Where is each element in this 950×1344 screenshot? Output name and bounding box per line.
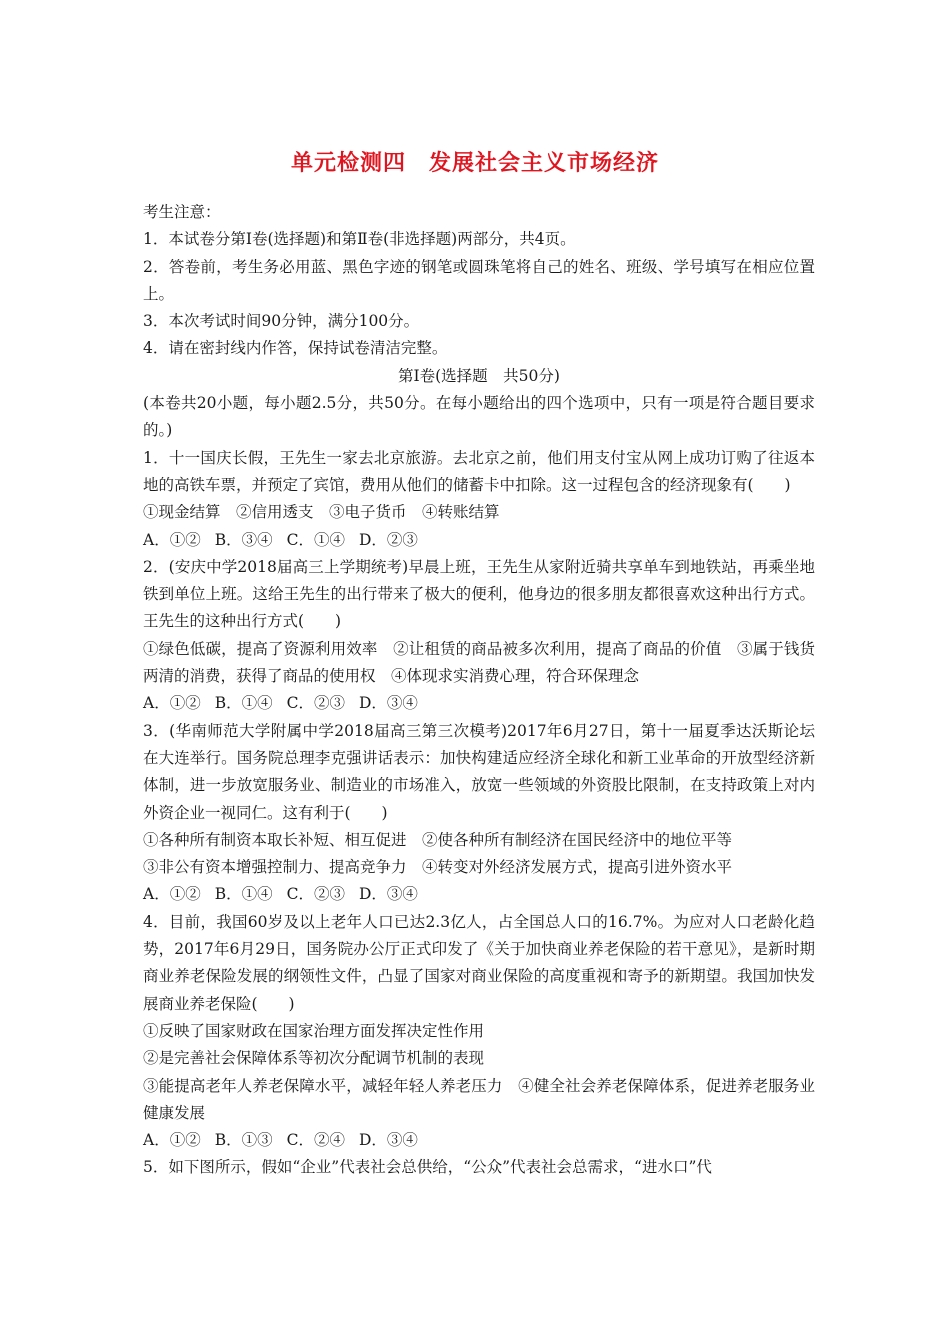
option-d[interactable]: D．③④ (358, 1131, 418, 1150)
notice-item: 4．请在密封线内作答，保持试卷清洁完整。 (143, 339, 448, 358)
option-d[interactable]: D．③④ (358, 885, 418, 904)
question-stem: 2．(安庆中学2018届高三上学期统考)早晨上班，王先生从家附近骑共享单车到地铁站，再乘坐地铁到单位上班。这给王先生的出行带来了极大的便利，他身边的很多朋友都很喜欢这种出行方式。王先生的这种出行方式( ) (143, 557, 815, 631)
option-c[interactable]: C．②③ (286, 694, 345, 713)
option-a[interactable]: A．①② (143, 1131, 201, 1150)
option-d[interactable]: D．③④ (358, 694, 418, 713)
question-statement: ②是完善社会保障体系等初次分配调节机制的表现 (143, 1049, 485, 1068)
question-statement: ①现金结算 ②信用透支 ③电子货币 ④转账结算 (143, 503, 500, 522)
question-statement: ③能提高老年人养老保障水平，减轻年轻人养老压力 ④健全社会养老保障体系，促进养老服务业健康发展 (143, 1076, 815, 1122)
option-c[interactable]: C．①④ (286, 530, 345, 549)
question-options (143, 1127, 815, 1154)
notice-heading: 考生注意： (143, 203, 221, 221)
question-options (143, 527, 815, 554)
section-instructions: (本卷共20小题，每小题2.5分，共50分。在每小题给出的四个选项中，只有一项是符合题目要求的。) (143, 394, 815, 440)
exam-content (143, 199, 815, 1182)
option-d[interactable]: D．②③ (358, 530, 418, 549)
question-statement: ①各种所有制资本取长补短、相互促进 ②使各种所有制经济在国民经济中的地位平等 (143, 830, 733, 849)
option-a[interactable]: A．①② (143, 694, 201, 713)
page-title: 单元检测四 发展社会主义市场经济 (290, 151, 659, 176)
notice-item: 3．本次考试时间90分钟，满分100分。 (143, 312, 420, 331)
notice-item: 2．答卷前，考生务必用蓝、黑色字迹的钢笔或圆珠笔将自己的姓名、班级、学号填写在相应位置上。 (143, 257, 815, 303)
option-a[interactable]: A．①② (143, 530, 201, 549)
option-c[interactable]: C．②③ (286, 885, 345, 904)
option-a[interactable]: A．①② (143, 885, 201, 904)
question-statement: ①绿色低碳，提高了资源利用效率 ②让租赁的商品被多次利用，提高了商品的价值 ③属于钱货两清的消费，获得了商品的使用权 ④体现求实消费心理，符合环保理念 (143, 639, 815, 686)
question-statement: ③非公有资本增强控制力、提高竞争力 ④转变对外经济发展方式，提高引进外资水平 (143, 858, 733, 877)
option-b[interactable]: B．①④ (214, 694, 273, 713)
option-b[interactable]: B．①④ (214, 885, 273, 904)
question-options (143, 690, 815, 717)
question-options (143, 881, 815, 908)
section-title: 第Ⅰ卷(选择题 共50分) (398, 366, 560, 385)
option-b[interactable]: B．③④ (214, 530, 273, 549)
question-stem: 4．目前，我国60岁及以上老年人口已达2.3亿人，占全国总人口的16.7%。为应对人口老龄化趋势，2017年6月29日，国务院办公厅正式印发了《关于加快商业养老保险的若干意见》，是新时期商业养老保险发展的纲领性文件，凸显了国家对商业保险的高度重视和寄予的新期望。我国加快发展商业养老保险( ) (143, 912, 815, 1013)
option-b[interactable]: B．①③ (214, 1131, 273, 1150)
question-stem: 1．十一国庆长假，王先生一家去北京旅游。去北京之前，他们用支付宝从网上成功订购了往返本地的高铁车票，并预定了宾馆，费用从他们的储蓄卡中扣除。这一过程包含的经济现象有( ) (143, 448, 815, 494)
question-stem: 3．(华南师范大学附属中学2018届高三第三次模考)2017年6月27日，第十一届夏季达沃斯论坛在大连举行。国务院总理李克强讲话表示：加快构建适应经济全球化和新工业革命的开放型经济新体制，进一步放宽服务业、制造业的市场准入，放宽一些领域的外资股比限制，在支持政策上对内外资企业一视同仁。这有利于( ) (143, 721, 815, 822)
question-stem: 5．如下图所示，假如“企业”代表社会总供给，“公众”代表社会总需求，“进水口”代 (143, 1158, 712, 1177)
notice-item: 1．本试卷分第Ⅰ卷(选择题)和第Ⅱ卷(非选择题)两部分，共4页。 (143, 230, 576, 249)
option-c[interactable]: C．②④ (286, 1131, 345, 1150)
question-statement: ①反映了国家财政在国家治理方面发挥决定性作用 (143, 1021, 485, 1040)
